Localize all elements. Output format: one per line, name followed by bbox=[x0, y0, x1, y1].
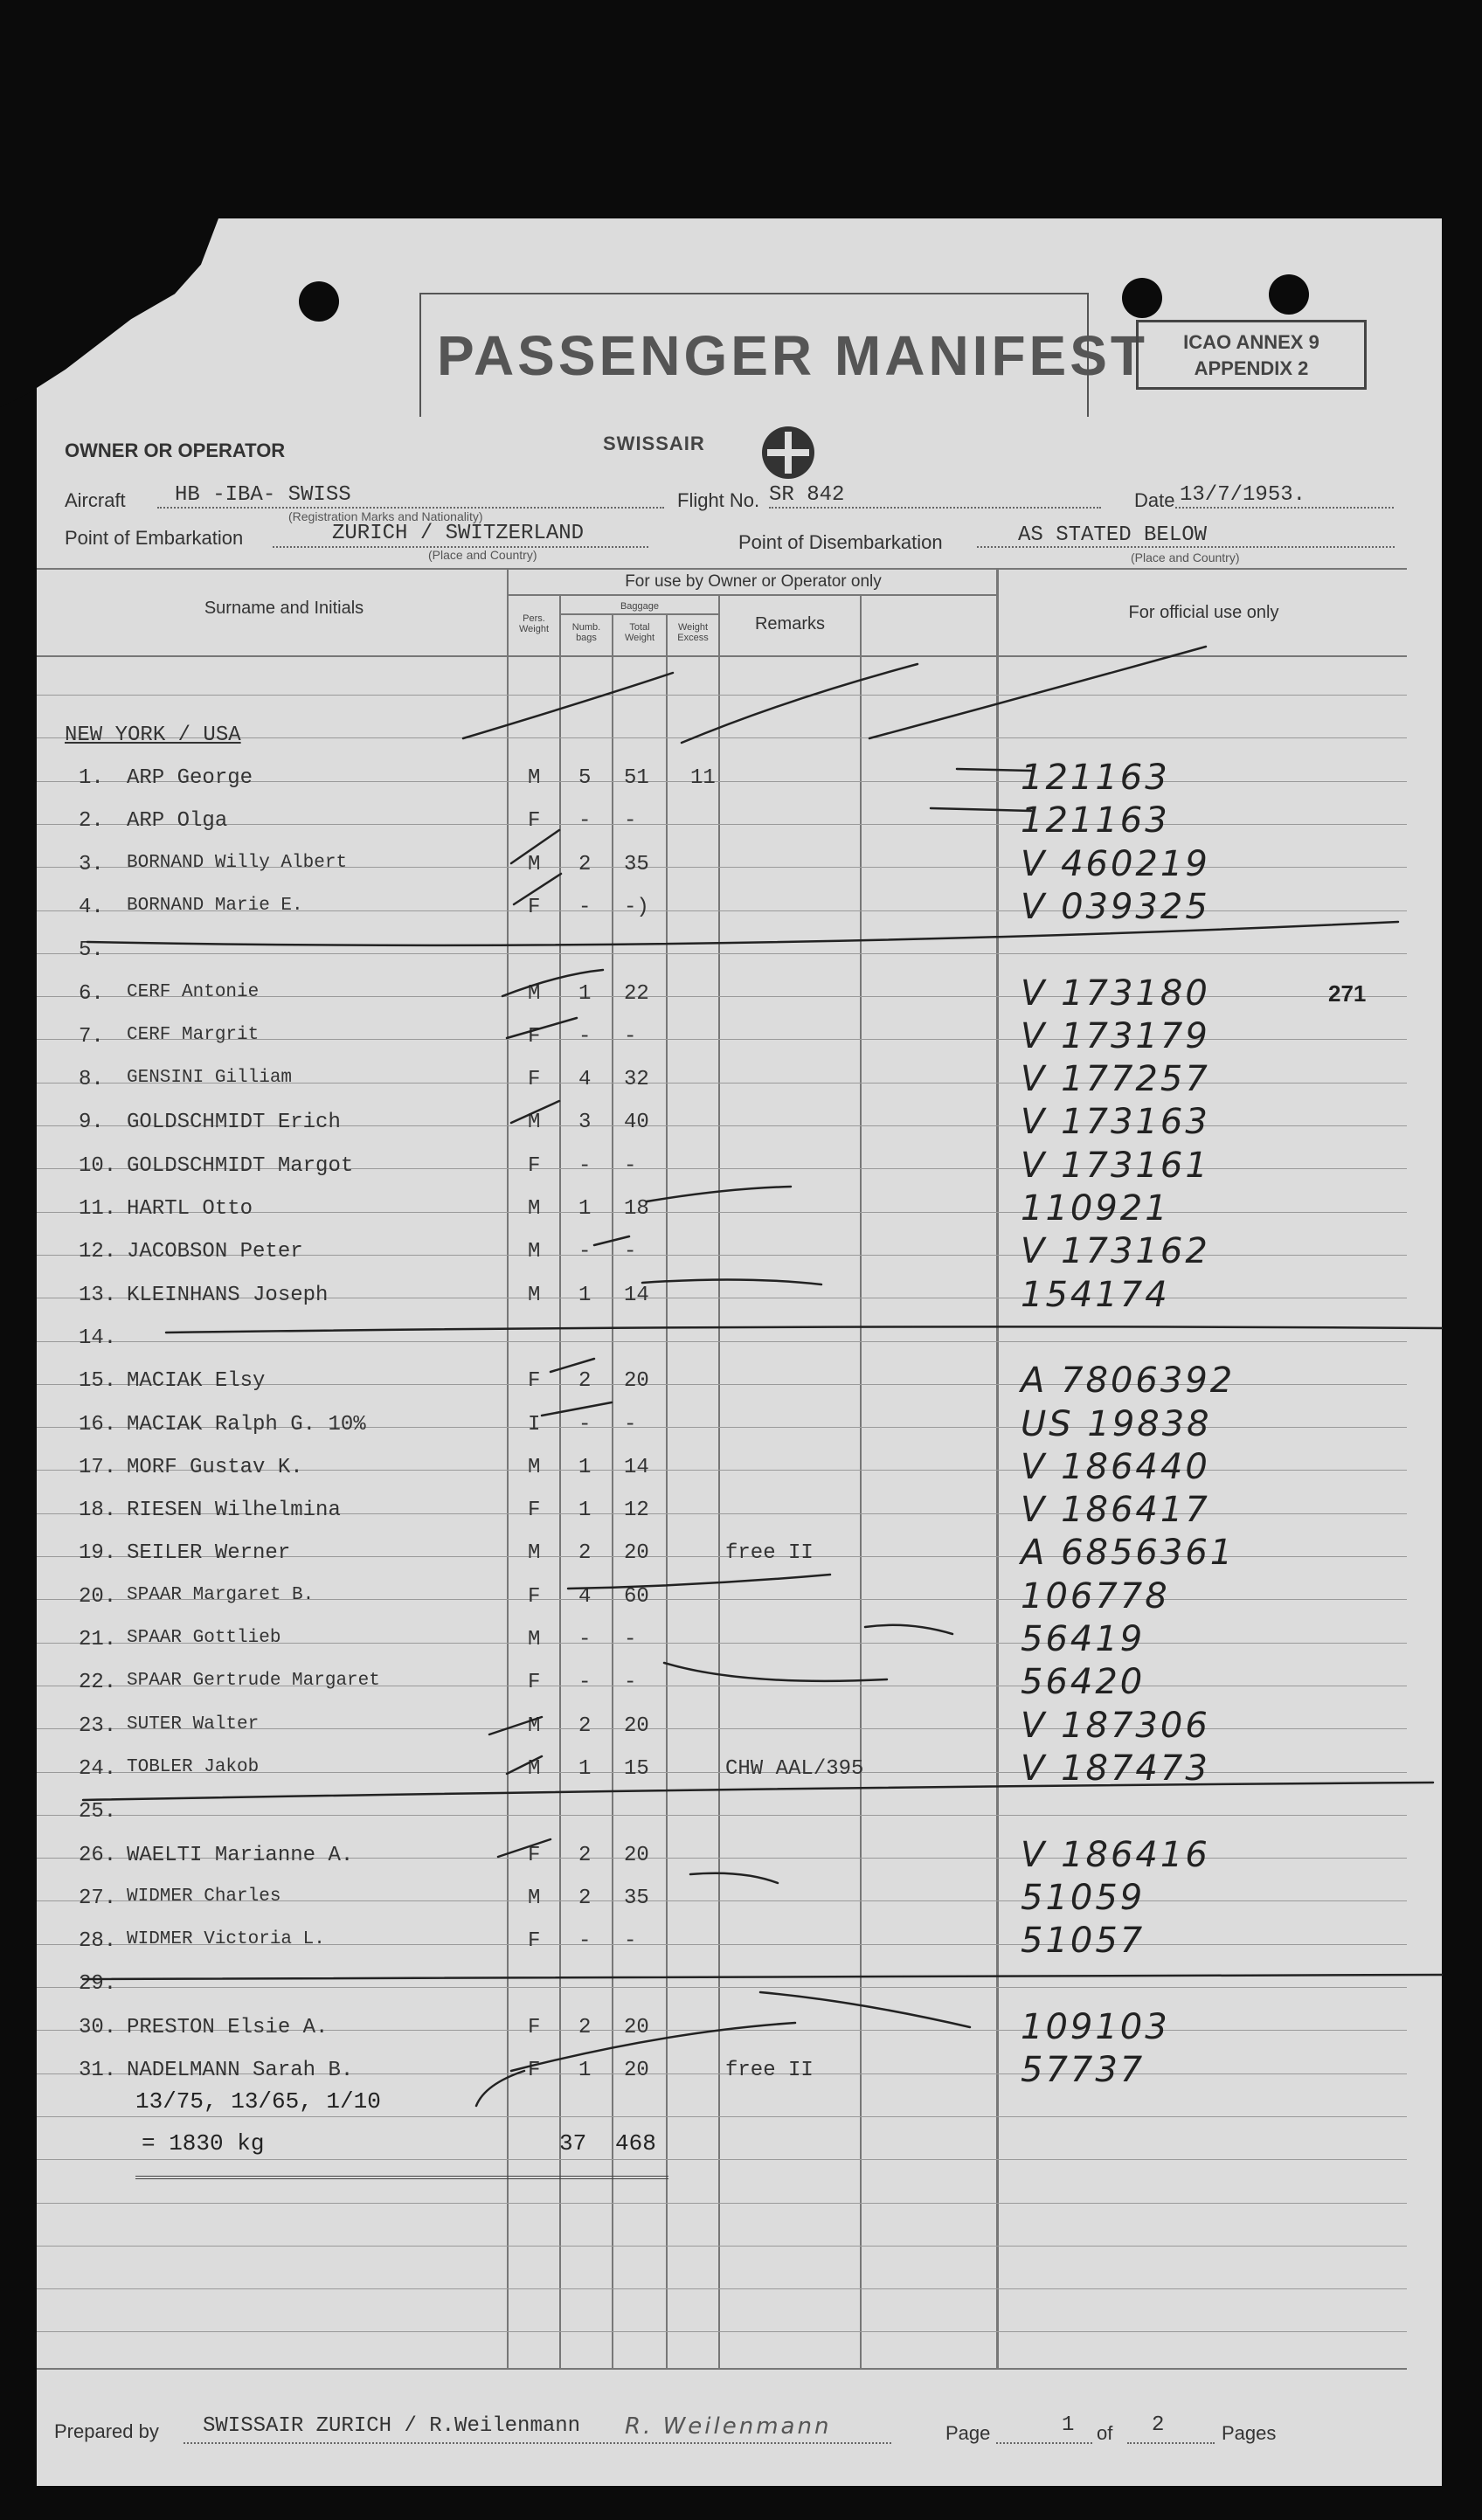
row-rule bbox=[37, 2288, 1407, 2289]
bags-cell: 2 bbox=[578, 852, 592, 876]
official-cell: V 173162 bbox=[1021, 1231, 1210, 1272]
bags-cell: 4 bbox=[578, 1068, 592, 1092]
passenger-name: SPAAR Gottlieb bbox=[127, 1628, 281, 1648]
total-weight-cell: 14 bbox=[624, 1283, 649, 1307]
total-weight-cell: 18 bbox=[624, 1197, 649, 1221]
totals-line-2: = 1830 kg bbox=[142, 2130, 265, 2157]
official-cell: V 186417 bbox=[1021, 1490, 1210, 1531]
bags-cell: 2 bbox=[578, 1886, 592, 1910]
operator-rule bbox=[509, 594, 998, 596]
official-cell: V 460219 bbox=[1021, 843, 1210, 884]
official-cell: V 177257 bbox=[1021, 1059, 1210, 1100]
destination-heading: NEW YORK / USA bbox=[65, 723, 241, 747]
official-cell: V 173179 bbox=[1021, 1015, 1210, 1056]
disembark-label: Point of Disembarkation bbox=[738, 531, 943, 553]
pers-weight-cell: M bbox=[528, 1886, 541, 1910]
passenger-name: GENSINI Gilliam bbox=[127, 1068, 293, 1089]
row-number: 5. bbox=[79, 938, 104, 963]
aircraft-label: Aircraft bbox=[65, 489, 126, 511]
passenger-name: KLEINHANS Joseph bbox=[127, 1283, 329, 1307]
pers-weight-cell: F bbox=[528, 1929, 541, 1954]
official-cell: V 173161 bbox=[1021, 1145, 1210, 1186]
row-rule bbox=[37, 953, 1407, 954]
col-official: For official use only bbox=[1128, 603, 1279, 622]
disembark-value: AS STATED BELOW bbox=[1018, 523, 1208, 547]
prepared-underline bbox=[184, 2442, 891, 2444]
total-weight-cell: 20 bbox=[624, 1369, 649, 1394]
pers-weight-cell: M bbox=[528, 1541, 541, 1566]
pers-weight-cell: F bbox=[528, 1068, 541, 1092]
date-underline bbox=[1175, 507, 1394, 509]
official-cell: 106778 bbox=[1021, 1575, 1170, 1617]
pers-weight-cell: M bbox=[528, 981, 541, 1006]
passenger-name: CERF Antonie bbox=[127, 981, 260, 1002]
col-divider bbox=[559, 594, 561, 2368]
row-number: 27. bbox=[79, 1886, 117, 1910]
col-divider bbox=[996, 568, 999, 2368]
page-value: 1 bbox=[1062, 2413, 1075, 2437]
passenger-name: SUTER Walter bbox=[127, 1713, 260, 1734]
total-weight-cell: 14 bbox=[624, 1455, 649, 1479]
footer-rule bbox=[37, 2368, 1407, 2370]
official-cell: 57737 bbox=[1021, 2050, 1146, 2090]
bags-cell: 1 bbox=[578, 1756, 592, 1781]
total-weight-cell: - bbox=[624, 1240, 637, 1264]
col-operator: For use by Owner or Operator only bbox=[625, 572, 882, 591]
row-rule bbox=[37, 2246, 1407, 2247]
total-weight-cell: 22 bbox=[624, 981, 649, 1006]
official-cell: V 173180 bbox=[1021, 973, 1210, 1014]
row-rule bbox=[37, 1341, 1407, 1342]
row-rule bbox=[37, 695, 1407, 696]
col-divider bbox=[507, 568, 509, 2368]
row-number: 10. bbox=[79, 1153, 117, 1178]
row-rule bbox=[37, 1987, 1407, 1988]
row-number: 13. bbox=[79, 1283, 117, 1307]
bags-cell: - bbox=[578, 1240, 592, 1264]
totals-line-1: 13/75, 13/65, 1/10 bbox=[135, 2088, 381, 2115]
date-value: 13/7/1953. bbox=[1180, 483, 1306, 507]
prepared-value: SWISSAIR ZURICH / R.Weilenmann bbox=[203, 2414, 581, 2438]
official-cell: 51059 bbox=[1021, 1877, 1146, 1918]
baggage-rule bbox=[561, 613, 718, 615]
bags-cell: 2 bbox=[578, 1369, 592, 1394]
passenger-name: BORNAND Willy Albert bbox=[127, 852, 348, 873]
of-value: 2 bbox=[1152, 2413, 1165, 2437]
pages-label: Pages bbox=[1222, 2422, 1277, 2444]
pers-weight-cell: F bbox=[528, 1584, 541, 1609]
row-rule bbox=[37, 2116, 1407, 2117]
bags-cell: - bbox=[578, 1153, 592, 1178]
row-number: 4. bbox=[79, 895, 104, 919]
disembark-underline bbox=[977, 546, 1395, 548]
pers-weight-cell: F bbox=[528, 2015, 541, 2039]
row-number: 9. bbox=[79, 1111, 104, 1135]
col-divider bbox=[612, 613, 613, 2368]
official-cell: V 186416 bbox=[1021, 1834, 1210, 1875]
bags-cell: 5 bbox=[578, 766, 592, 790]
official-cell: A 6856361 bbox=[1021, 1533, 1236, 1574]
passenger-name: ARP George bbox=[127, 766, 253, 790]
total-weight-cell: 12 bbox=[624, 1499, 649, 1523]
passenger-name: WIDMER Victoria L. bbox=[127, 1929, 325, 1950]
annotation-271: 271 bbox=[1328, 980, 1367, 1007]
disembark-note: (Place and Country) bbox=[1131, 550, 1240, 564]
aircraft-underline bbox=[157, 507, 664, 509]
total-weight-cell: - bbox=[624, 1153, 637, 1178]
passenger-name: GOLDSCHMIDT Erich bbox=[127, 1111, 341, 1135]
row-rule bbox=[37, 2203, 1407, 2204]
punch-hole bbox=[1269, 274, 1309, 315]
passenger-name: PRESTON Elsie A. bbox=[127, 2015, 329, 2039]
row-number: 16. bbox=[79, 1412, 117, 1437]
pers-weight-cell: F bbox=[528, 1843, 541, 1867]
total-weight-cell: 35 bbox=[624, 852, 649, 876]
pers-weight-cell: M bbox=[528, 1455, 541, 1479]
passenger-name: SPAAR Gertrude Margaret bbox=[127, 1671, 380, 1692]
official-cell: V 186440 bbox=[1021, 1446, 1210, 1487]
col-numb: Numb. bags bbox=[571, 622, 601, 643]
row-number: 28. bbox=[79, 1929, 117, 1954]
row-number: 14. bbox=[79, 1326, 117, 1350]
embark-value: ZURICH / SWITZERLAND bbox=[332, 522, 585, 545]
owner-label: OWNER OR OPERATOR bbox=[65, 440, 286, 461]
total-weight-cell: - bbox=[624, 1671, 637, 1695]
swissair-logo-icon bbox=[762, 426, 814, 479]
official-cell: V 187473 bbox=[1021, 1748, 1210, 1789]
bags-cell: - bbox=[578, 1628, 592, 1651]
total-weight-cell: 20 bbox=[624, 2059, 649, 2082]
row-number: 7. bbox=[79, 1024, 104, 1049]
bags-cell: 1 bbox=[578, 1283, 592, 1307]
bags-cell: - bbox=[578, 1929, 592, 1954]
swissair-logo-text: SWISSAIR bbox=[603, 433, 705, 454]
passenger-name: WAELTI Marianne A. bbox=[127, 1843, 354, 1867]
official-cell: US 19838 bbox=[1021, 1403, 1212, 1444]
bags-cell: 2 bbox=[578, 1541, 592, 1566]
bags-cell: 1 bbox=[578, 1499, 592, 1523]
col-surname: Surname and Initials bbox=[204, 599, 364, 618]
official-cell: 154174 bbox=[1021, 1274, 1170, 1315]
pers-weight-cell: M bbox=[528, 766, 541, 790]
row-number: 24. bbox=[79, 1756, 117, 1781]
row-number: 19. bbox=[79, 1541, 117, 1566]
total-weight-cell: 20 bbox=[624, 1843, 649, 1867]
col-remarks: Remarks bbox=[754, 614, 825, 633]
pers-weight-cell: M bbox=[528, 1756, 541, 1781]
row-number: 21. bbox=[79, 1628, 117, 1651]
row-number: 1. bbox=[79, 766, 104, 790]
passenger-name: SPAAR Margaret B. bbox=[127, 1584, 315, 1605]
total-weight-cell: 20 bbox=[624, 1713, 649, 1738]
bags-cell: 2 bbox=[578, 2015, 592, 2039]
total-weight: 468 bbox=[615, 2130, 656, 2157]
official-cell: V 173163 bbox=[1021, 1102, 1210, 1143]
pers-weight-cell: F bbox=[528, 2059, 541, 2082]
passenger-name: GOLDSCHMIDT Margot bbox=[127, 1153, 354, 1178]
row-number: 3. bbox=[79, 852, 104, 876]
bags-cell: 1 bbox=[578, 1455, 592, 1479]
row-number: 31. bbox=[79, 2059, 117, 2082]
pers-weight-cell: F bbox=[528, 1499, 541, 1523]
bags-cell: 4 bbox=[578, 1584, 592, 1609]
table-top-rule bbox=[37, 568, 1407, 570]
flight-label: Flight No. bbox=[677, 489, 760, 511]
pers-weight-cell: F bbox=[528, 1024, 541, 1049]
total-weight-cell: 32 bbox=[624, 1068, 649, 1092]
row-number: 6. bbox=[79, 981, 104, 1006]
bags-cell: 3 bbox=[578, 1111, 592, 1135]
official-cell: 110921 bbox=[1021, 1188, 1170, 1229]
totals-double-underline bbox=[135, 2176, 668, 2179]
passenger-name: TOBLER Jakob bbox=[127, 1756, 260, 1777]
row-rule bbox=[37, 737, 1407, 738]
official-cell: V 187306 bbox=[1021, 1705, 1210, 1746]
punch-hole bbox=[299, 281, 339, 322]
passenger-name: WIDMER Charles bbox=[127, 1886, 281, 1907]
pers-weight-cell: M bbox=[528, 1197, 541, 1221]
official-cell: V 039325 bbox=[1021, 886, 1210, 927]
row-number: 25. bbox=[79, 1800, 117, 1824]
row-number: 18. bbox=[79, 1499, 117, 1523]
passenger-name: NADELMANN Sarah B. bbox=[127, 2059, 354, 2082]
passenger-name: MACIAK Ralph G. 10% bbox=[127, 1412, 366, 1437]
aircraft-value: HB -IBA- SWISS bbox=[175, 483, 351, 507]
pers-weight-cell: F bbox=[528, 895, 541, 919]
pers-weight-cell: F bbox=[528, 1671, 541, 1695]
official-cell: 121163 bbox=[1021, 758, 1170, 798]
of-underline bbox=[1127, 2442, 1215, 2444]
row-number: 23. bbox=[79, 1713, 117, 1738]
total-bags: 37 bbox=[559, 2130, 587, 2157]
pers-weight-cell: M bbox=[528, 852, 541, 876]
row-number: 11. bbox=[79, 1197, 117, 1221]
icao-line-1: ICAO ANNEX 9 bbox=[1183, 331, 1319, 353]
remarks-cell: free II bbox=[725, 1541, 814, 1566]
col-divider bbox=[718, 594, 720, 2368]
row-number: 12. bbox=[79, 1240, 117, 1264]
col-baggage: Baggage bbox=[620, 601, 660, 612]
bags-cell: - bbox=[578, 895, 592, 919]
row-number: 22. bbox=[79, 1671, 117, 1695]
official-cell: 51057 bbox=[1021, 1921, 1146, 1962]
total-weight-cell: - bbox=[624, 1412, 637, 1437]
of-label: of bbox=[1097, 2422, 1113, 2444]
row-number: 17. bbox=[79, 1455, 117, 1479]
pers-weight-cell: M bbox=[528, 1283, 541, 1307]
total-weight-cell: 15 bbox=[624, 1756, 649, 1781]
bags-cell: - bbox=[578, 1671, 592, 1695]
passenger-name: MACIAK Elsy bbox=[127, 1369, 266, 1394]
embark-note: (Place and Country) bbox=[428, 548, 537, 562]
page-label: Page bbox=[945, 2422, 991, 2444]
date-label: Date bbox=[1134, 489, 1175, 511]
total-weight-cell: 51 bbox=[624, 766, 649, 790]
row-number: 15. bbox=[79, 1369, 117, 1394]
bags-cell: 2 bbox=[578, 1843, 592, 1867]
bags-cell: 1 bbox=[578, 1197, 592, 1221]
total-weight-cell: -) bbox=[624, 895, 649, 919]
row-number: 26. bbox=[79, 1843, 117, 1867]
total-weight-cell: 40 bbox=[624, 1111, 649, 1135]
bags-cell: 1 bbox=[578, 981, 592, 1006]
pers-weight-cell: F bbox=[528, 809, 541, 834]
row-number: 20. bbox=[79, 1584, 117, 1609]
row-number: 8. bbox=[79, 1068, 104, 1092]
aircraft-note: (Registration Marks and Nationality) bbox=[288, 509, 483, 523]
row-rule bbox=[37, 1815, 1407, 1816]
official-cell: 56419 bbox=[1021, 1619, 1146, 1659]
page-title: PASSENGER MANIFEST bbox=[437, 324, 1148, 387]
official-cell: 56420 bbox=[1021, 1662, 1146, 1703]
total-weight-cell: - bbox=[624, 809, 637, 834]
row-rule bbox=[37, 824, 1407, 825]
total-weight-cell: - bbox=[624, 1628, 637, 1651]
row-rule bbox=[37, 2331, 1407, 2332]
pers-weight-cell: I bbox=[528, 1412, 541, 1437]
flight-underline bbox=[769, 507, 1101, 509]
row-number: 2. bbox=[79, 809, 104, 834]
passenger-name: RIESEN Wilhelmina bbox=[127, 1499, 341, 1523]
passenger-name: HARTL Otto bbox=[127, 1197, 253, 1221]
remarks-cell: CHW AAL/395 bbox=[725, 1756, 864, 1781]
row-number: 30. bbox=[79, 2015, 117, 2039]
total-weight-cell: - bbox=[624, 1929, 637, 1954]
official-cell: 109103 bbox=[1021, 2006, 1170, 2047]
official-cell: 121163 bbox=[1021, 800, 1170, 841]
total-weight-cell: 20 bbox=[624, 1541, 649, 1566]
passenger-name: CERF Margrit bbox=[127, 1024, 260, 1045]
page-underline bbox=[996, 2442, 1092, 2444]
col-weight-excess: Weight Excess bbox=[677, 622, 709, 643]
total-weight-cell: 35 bbox=[624, 1886, 649, 1910]
passenger-name: ARP Olga bbox=[127, 809, 228, 834]
remarks-cell: free II bbox=[725, 2059, 814, 2082]
official-cell: A 7806392 bbox=[1021, 1360, 1236, 1402]
icao-line-2: APPENDIX 2 bbox=[1194, 357, 1309, 379]
col-divider bbox=[860, 594, 862, 2368]
punch-hole bbox=[1122, 278, 1162, 318]
bags-cell: - bbox=[578, 1024, 592, 1049]
bags-cell: 2 bbox=[578, 1713, 592, 1738]
passenger-name: MORF Gustav K. bbox=[127, 1455, 303, 1479]
signature: R. Weilenmann bbox=[625, 2413, 832, 2440]
col-pers-weight: Pers. Weight bbox=[518, 613, 550, 634]
total-weight-cell: 20 bbox=[624, 2015, 649, 2039]
passenger-name: BORNAND Marie E. bbox=[127, 895, 303, 916]
table-header-rule bbox=[37, 655, 1407, 657]
pers-weight-cell: M bbox=[528, 1240, 541, 1264]
col-divider bbox=[666, 613, 668, 2368]
row-number: 29. bbox=[79, 1972, 117, 1997]
bags-cell: - bbox=[578, 1412, 592, 1437]
total-weight-cell: 60 bbox=[624, 1584, 649, 1609]
col-total-weight: Total Weight bbox=[624, 622, 655, 643]
bags-cell: 1 bbox=[578, 2059, 592, 2082]
embark-label: Point of Embarkation bbox=[65, 527, 244, 549]
prepared-label: Prepared by bbox=[54, 2420, 159, 2442]
passenger-name: JACOBSON Peter bbox=[127, 1240, 303, 1264]
pers-weight-cell: M bbox=[528, 1713, 541, 1738]
icao-box bbox=[1136, 320, 1367, 390]
row-rule bbox=[37, 2159, 1407, 2160]
passenger-name: SEILER Werner bbox=[127, 1541, 291, 1566]
pers-weight-cell: M bbox=[528, 1628, 541, 1651]
bags-cell: - bbox=[578, 809, 592, 834]
weight-excess-cell: 11 bbox=[690, 766, 716, 790]
pers-weight-cell: F bbox=[528, 1153, 541, 1178]
pers-weight-cell: F bbox=[528, 1369, 541, 1394]
total-weight-cell: - bbox=[624, 1024, 637, 1049]
pers-weight-cell: M bbox=[528, 1111, 541, 1135]
flight-value: SR 842 bbox=[769, 483, 845, 507]
